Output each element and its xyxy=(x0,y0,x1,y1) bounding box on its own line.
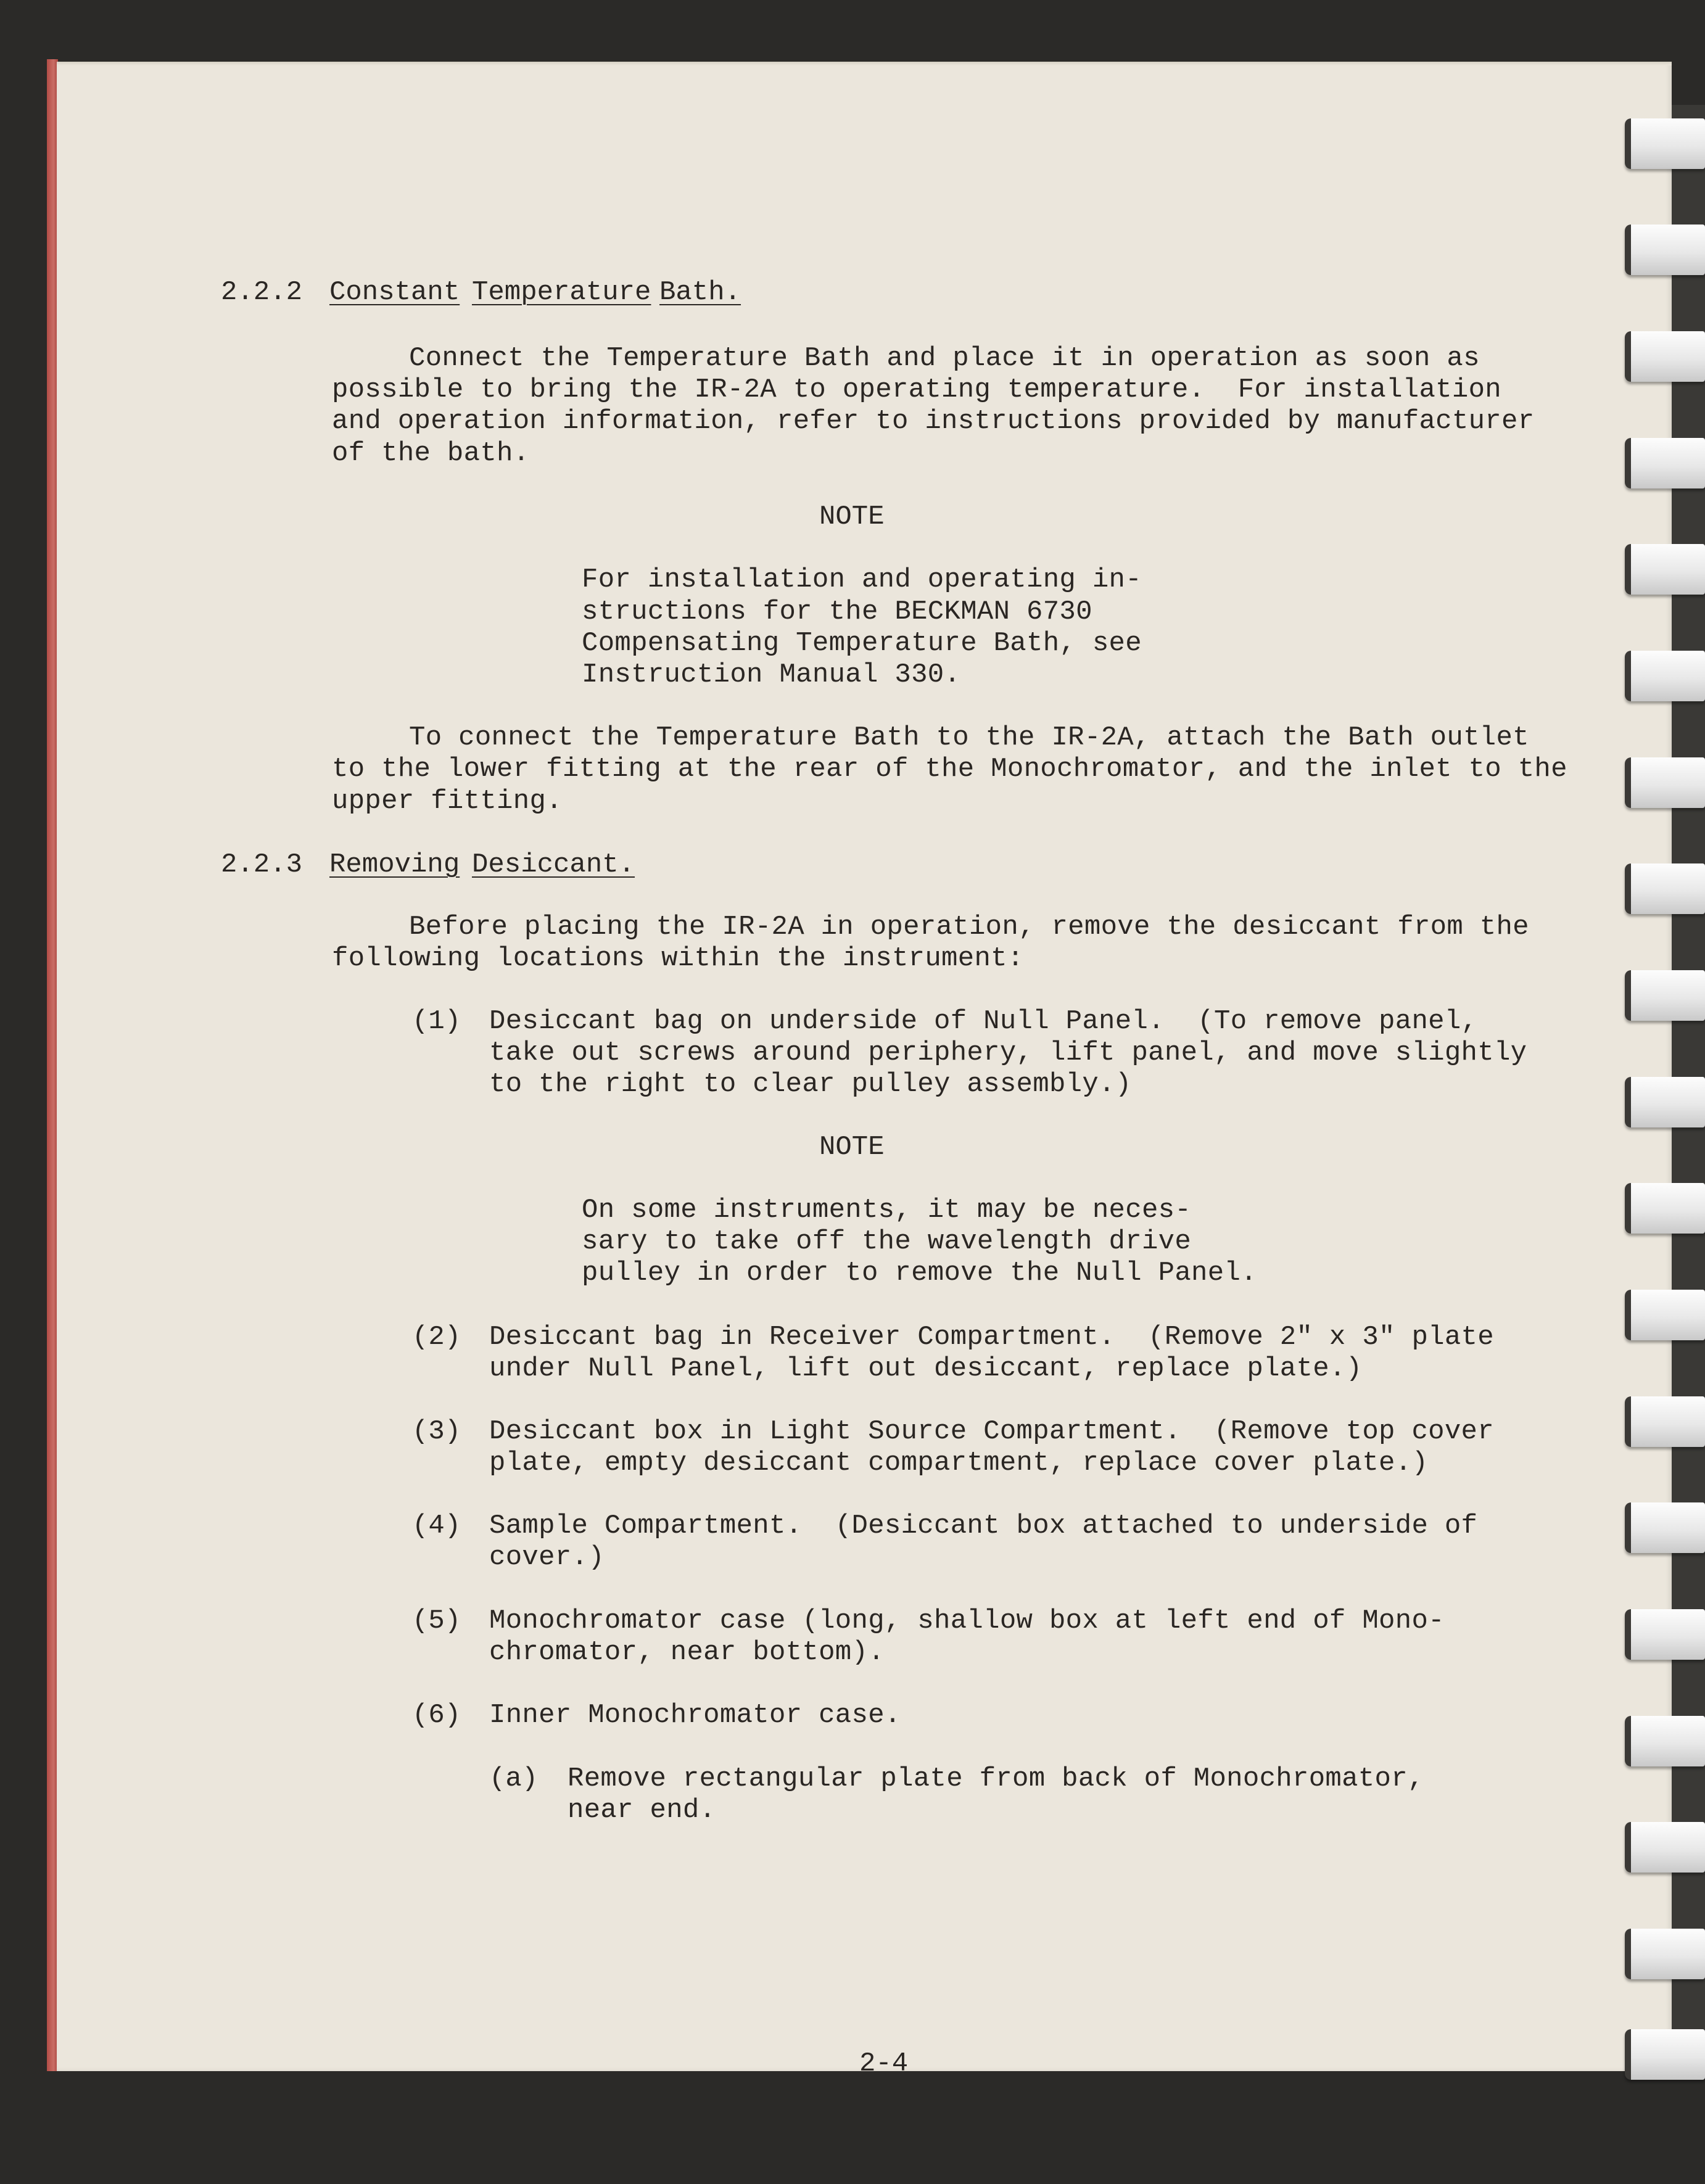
sub-item-number: (a) xyxy=(489,1763,539,1794)
list-item-line: cover.) xyxy=(489,1542,605,1573)
list-item-line: Sample Compartment. (Desiccant box attached to underside of xyxy=(489,1510,1478,1541)
section-title-word: Desiccant. xyxy=(472,849,635,880)
list-item-line: Desiccant bag on underside of Null Panel. (To remove panel, xyxy=(489,1006,1478,1037)
binding-ring xyxy=(1625,544,1705,595)
note-line: Compensating Temperature Bath, see xyxy=(582,628,1142,659)
section-title-word: Temperature xyxy=(472,277,651,308)
note-line: Instruction Manual 330. xyxy=(582,659,961,690)
list-item-number: (4) xyxy=(412,1510,461,1541)
paragraph-line: upper fitting. xyxy=(332,786,563,817)
binding-ring xyxy=(1625,970,1705,1021)
binding-ring xyxy=(1625,1929,1705,1979)
paragraph-line: to the lower fitting at the rear of the Monochromator, and the inlet to the xyxy=(332,754,1567,785)
paragraph-line: of the bath. xyxy=(332,438,530,469)
note-line: On some instruments, it may be neces- xyxy=(582,1195,1192,1226)
binding-ring xyxy=(1625,331,1705,382)
binding-ring xyxy=(1625,2029,1705,2080)
list-item-line: take out screws around periphery, lift panel, and move slightly xyxy=(489,1037,1527,1068)
note-line: structions for the BECKMAN 6730 xyxy=(582,596,1092,627)
section-title-word: Bath. xyxy=(659,277,741,308)
binding-ring xyxy=(1625,1396,1705,1447)
list-item-line: Inner Monochromator case. xyxy=(489,1700,901,1731)
list-item-number: (3) xyxy=(412,1416,461,1447)
binding-ring xyxy=(1625,1822,1705,1873)
section-number: 2.2.3 xyxy=(221,849,303,880)
binding-ring xyxy=(1625,1716,1705,1766)
paragraph-line: Connect the Temperature Bath and place it in operation as soon as xyxy=(409,343,1480,374)
note-label: NOTE xyxy=(819,501,885,532)
list-item-number: (5) xyxy=(412,1605,461,1636)
list-item-line: chromator, near bottom). xyxy=(489,1637,885,1668)
binding-ring xyxy=(1625,1609,1705,1660)
binding-ring xyxy=(1625,1502,1705,1553)
list-item-number: (2) xyxy=(412,1322,461,1353)
sub-item-line: near end. xyxy=(568,1795,716,1826)
note-line: For installation and operating in- xyxy=(582,564,1142,595)
note-label: NOTE xyxy=(819,1132,885,1163)
binding-ring xyxy=(1625,225,1705,275)
list-item-line: to the right to clear pulley assembly.) xyxy=(489,1069,1132,1100)
list-item-line: Monochromator case (long, shallow box at left end of Mono- xyxy=(489,1605,1445,1636)
paragraph-line: following locations within the instrument: xyxy=(332,943,1024,974)
paragraph-line: possible to bring the IR-2A to operating temperature. For installation xyxy=(332,374,1502,405)
section-title-word: Removing xyxy=(329,849,460,880)
binding-ring xyxy=(1625,651,1705,701)
binding-ring xyxy=(1625,863,1705,914)
binding-ring xyxy=(1625,1077,1705,1127)
binding-ring xyxy=(1625,1183,1705,1234)
binding-ring xyxy=(1625,118,1705,169)
list-item-line: Desiccant box in Light Source Compartment. (Remove top cover xyxy=(489,1416,1494,1447)
list-item-number: (6) xyxy=(412,1700,461,1731)
paragraph-line: and operation information, refer to instructions provided by manufacturer xyxy=(332,406,1535,437)
list-item-line: plate, empty desiccant compartment, replace cover plate.) xyxy=(489,1448,1429,1478)
note-line: sary to take off the wavelength drive xyxy=(582,1226,1192,1257)
paragraph-line: To connect the Temperature Bath to the IR-2A, attach the Bath outlet xyxy=(409,722,1529,753)
page-number: 2-4 xyxy=(859,2048,909,2079)
page-top-shadow xyxy=(57,62,1672,65)
binding-ring xyxy=(1625,1290,1705,1340)
list-item-number: (1) xyxy=(412,1006,461,1037)
paragraph-line: Before placing the IR-2A in operation, remove the desiccant from the xyxy=(409,912,1529,942)
list-item-line: under Null Panel, lift out desiccant, replace plate.) xyxy=(489,1353,1363,1384)
section-title-word: Constant xyxy=(329,277,460,308)
binding-ring xyxy=(1625,438,1705,488)
note-line: pulley in order to remove the Null Panel. xyxy=(582,1258,1257,1288)
sub-item-line: Remove rectangular plate from back of Monochromator, xyxy=(568,1763,1424,1794)
binding-ring xyxy=(1625,757,1705,808)
list-item-line: Desiccant bag in Receiver Compartment. (Remove 2" x 3" plate xyxy=(489,1322,1494,1353)
section-number: 2.2.2 xyxy=(221,277,303,308)
